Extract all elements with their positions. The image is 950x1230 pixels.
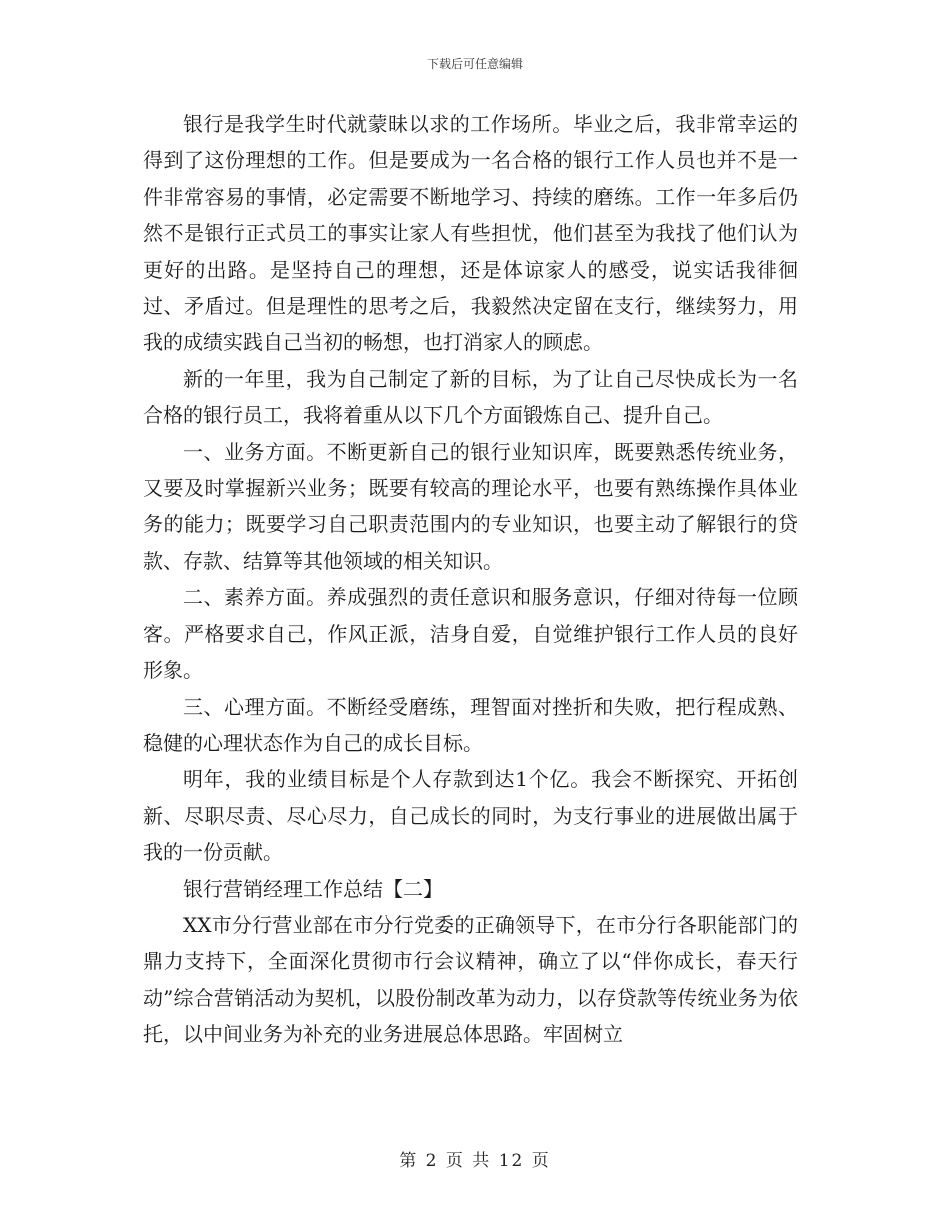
- document-body: [143, 106, 798, 1053]
- page-header: 下载后可任意编辑: [426, 57, 523, 71]
- page-number: 第 2 页 共 12 页: [399, 1151, 551, 1171]
- paragraph: 新的一年里，我为自己制定了新的目标，为了让自己尽快成长为一名合格的银行员工，我将着重从以下几个方面锻炼自己、提升自己。: [143, 366, 798, 428]
- paragraph: 一、业务方面。不断更新自己的银行业知识库，既要熟悉传统业务，又要及时掌握新兴业务；既要有较高的理论水平，也要有熟练操作具体业务的能力；既要学习自己职责范围内的专业知识，也要主动了解银行的贷款、存款、结算等其他领域的相关知识。: [143, 439, 798, 573]
- paragraph: 明年，我的业绩目标是个人存款到达1个亿。我会不断探究、开拓创新、尽职尽责、尽心尽力，自己成长的同时，为支行事业的进展做出属于我的一份贡献。: [143, 767, 798, 865]
- paragraph: 二、素养方面。养成强烈的责任意识和服务意识，仔细对待每一位顾客。严格要求自己，作风正派，洁身自爱，自觉维护银行工作人员的良好形象。: [143, 585, 798, 683]
- paragraph: XX市分行营业部在市分行党委的正确领导下，在市分行各职能部门的鼎力支持下，全面深化贯彻市行会议精神，确立了以“伴你成长，春天行动”综合营销活动为契机，以股份制改革为动力，以存贷款等传统业务为依托，以中间业务为补充的业务进展总体思路。牢固树立: [143, 912, 798, 1047]
- paragraph: 银行是我学生时代就蒙昧以求的工作场所。毕业之后，我非常幸运的得到了这份理想的工作。但是要成为一名合格的银行工作人员也并不是一件非常容易的事情，必定需要不断地学习、持续的磨练。工作一年多后仍然不是银行正式员工的事实让家人有些担忧，他们甚至为我找了他们认为更好的出路。是坚持自己的理想，还是体谅家人的感受，说实话我徘徊过、矛盾过。但是理性的思考之后，我毅然决定留在支行，继续努力，用我的成绩实践自己当初的畅想，也打消家人的顾虑。: [143, 112, 798, 355]
- paragraph: 三、心理方面。不断经受磨练，理智面对挫折和失败，把行程成熟、稳健的心理状态作为自己的成长目标。: [143, 694, 798, 755]
- section-heading: 银行营销经理工作总结【二】: [183, 876, 443, 901]
